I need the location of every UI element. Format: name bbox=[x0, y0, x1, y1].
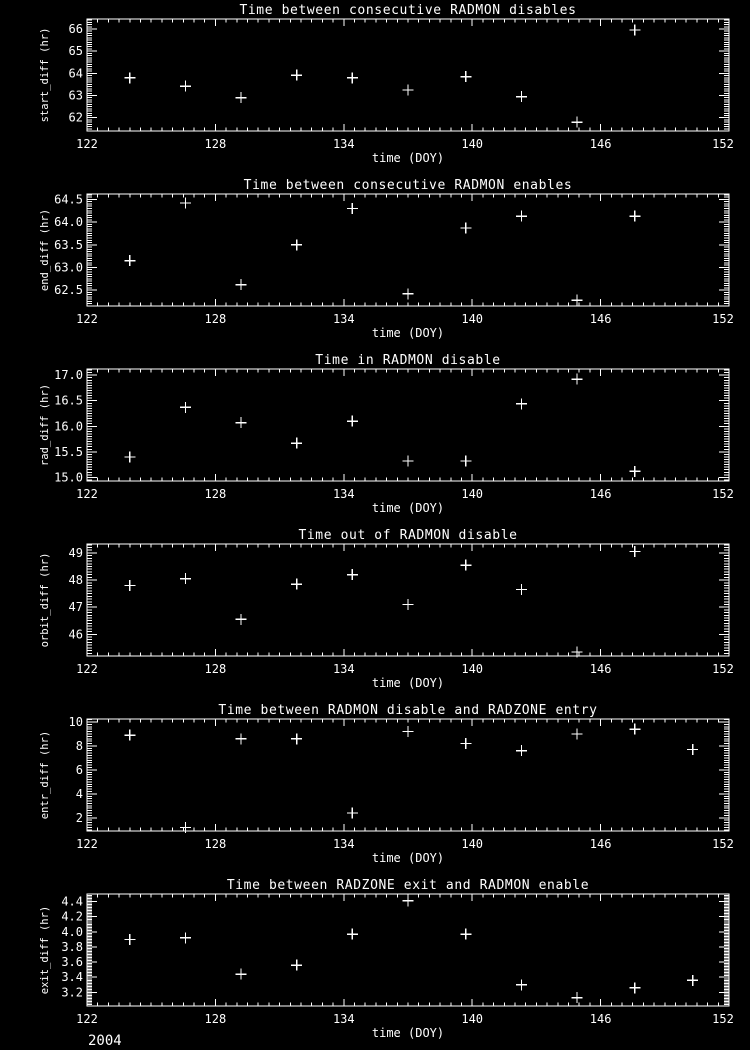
data-point-marker bbox=[572, 374, 583, 385]
data-point-marker bbox=[291, 239, 302, 250]
data-point-marker bbox=[236, 969, 247, 980]
data-point-marker bbox=[460, 738, 471, 749]
y-tick-label: 46 bbox=[68, 627, 83, 642]
data-point-marker bbox=[236, 279, 247, 290]
data-point-marker bbox=[403, 288, 414, 299]
data-point-marker bbox=[291, 960, 302, 971]
data-point-marker bbox=[460, 223, 471, 234]
y-tick-label: 47 bbox=[68, 600, 83, 615]
x-tick-label: 134 bbox=[332, 837, 355, 851]
x-tick-label: 146 bbox=[589, 312, 612, 326]
chart-title: Time between consecutive RADMON disables bbox=[239, 3, 577, 18]
x-tick-label: 152 bbox=[712, 487, 734, 501]
y-axis-label: entr_diff (hr) bbox=[39, 730, 51, 820]
data-point-marker bbox=[572, 728, 583, 739]
y-tick-label: 63 bbox=[68, 88, 83, 103]
y-tick-label: 66 bbox=[68, 21, 83, 36]
data-point-marker bbox=[124, 934, 135, 945]
y-tick-label: 8 bbox=[75, 738, 83, 753]
data-point-marker bbox=[236, 92, 247, 103]
y-tick-label: 63.0 bbox=[54, 260, 83, 275]
y-axis-label: end_diff (hr) bbox=[39, 208, 51, 292]
chart-title: Time in RADMON disable bbox=[315, 353, 501, 368]
data-point-marker bbox=[291, 733, 302, 744]
scatter-plot-rad-diff-hr bbox=[0, 350, 750, 525]
y-tick-label: 17.0 bbox=[54, 368, 83, 383]
data-point-marker bbox=[180, 573, 191, 584]
data-points bbox=[124, 895, 698, 1003]
x-tick-label: 122 bbox=[76, 837, 98, 851]
data-point-marker bbox=[403, 456, 414, 467]
y-tick-label: 16.5 bbox=[54, 393, 83, 408]
data-point-marker bbox=[124, 580, 135, 591]
x-axis-label: time (DOY) bbox=[371, 1026, 445, 1040]
data-point-marker bbox=[291, 579, 302, 590]
x-tick-label: 122 bbox=[76, 1012, 98, 1026]
x-tick-label: 134 bbox=[332, 1012, 355, 1026]
data-points bbox=[124, 25, 640, 128]
x-tick-label: 152 bbox=[712, 312, 734, 326]
y-tick-label: 4 bbox=[75, 786, 83, 801]
data-point-marker bbox=[347, 569, 358, 580]
data-points bbox=[124, 198, 640, 306]
y-tick-label: 48 bbox=[68, 573, 83, 588]
y-tick-label: 3.8 bbox=[61, 939, 83, 954]
x-tick-label: 122 bbox=[76, 137, 98, 151]
data-point-marker bbox=[236, 417, 247, 428]
y-axis-label: exit_diff (hr) bbox=[39, 905, 51, 995]
y-axis-label: start_diff (hr) bbox=[39, 27, 51, 123]
y-tick-label: 4.4 bbox=[61, 894, 83, 909]
y-tick-label: 15.5 bbox=[54, 444, 83, 459]
scatter-plot-end-diff-hr bbox=[0, 175, 750, 350]
year-label: 2004 bbox=[88, 1033, 122, 1049]
y-tick-label: 4.2 bbox=[61, 909, 83, 924]
x-tick-label: 152 bbox=[712, 837, 734, 851]
x-tick-label: 140 bbox=[461, 312, 484, 326]
data-point-marker bbox=[460, 560, 471, 571]
x-tick-label: 152 bbox=[712, 1012, 734, 1026]
data-point-marker bbox=[236, 614, 247, 625]
x-tick-label: 146 bbox=[589, 837, 612, 851]
data-point-marker bbox=[572, 992, 583, 1003]
y-tick-label: 2 bbox=[75, 810, 83, 825]
chart-title: Time between consecutive RADMON enables bbox=[243, 178, 573, 193]
y-tick-label: 49 bbox=[68, 545, 83, 560]
x-tick-label: 122 bbox=[76, 312, 98, 326]
y-tick-label: 3.4 bbox=[61, 970, 83, 985]
scatter-plot-entr-diff-hr bbox=[0, 700, 750, 875]
y-tick-label: 3.2 bbox=[61, 985, 83, 1000]
x-tick-label: 128 bbox=[204, 1012, 227, 1026]
data-point-marker bbox=[124, 451, 135, 462]
data-points bbox=[124, 374, 640, 477]
x-axis-label: time (DOY) bbox=[371, 151, 445, 165]
data-point-marker bbox=[629, 466, 640, 477]
data-point-marker bbox=[629, 211, 640, 222]
y-tick-label: 16.0 bbox=[54, 419, 83, 434]
data-point-marker bbox=[180, 198, 191, 209]
data-point-marker bbox=[629, 546, 640, 557]
x-tick-label: 146 bbox=[589, 487, 612, 501]
data-point-marker bbox=[629, 724, 640, 735]
data-point-marker bbox=[403, 726, 414, 737]
data-point-marker bbox=[180, 402, 191, 413]
y-tick-label: 10 bbox=[68, 714, 83, 729]
chart-title: Time out of RADMON disable bbox=[298, 528, 518, 543]
data-point-marker bbox=[180, 932, 191, 943]
x-tick-label: 140 bbox=[461, 662, 484, 676]
data-point-marker bbox=[572, 117, 583, 128]
x-tick-label: 146 bbox=[589, 662, 612, 676]
data-points bbox=[124, 724, 698, 833]
data-point-marker bbox=[516, 979, 527, 990]
y-tick-label: 62.5 bbox=[54, 283, 83, 298]
x-tick-label: 128 bbox=[204, 487, 227, 501]
y-tick-label: 6 bbox=[75, 762, 83, 777]
y-tick-label: 3.6 bbox=[61, 955, 83, 970]
data-point-marker bbox=[124, 255, 135, 266]
data-point-marker bbox=[460, 456, 471, 467]
data-point-marker bbox=[629, 25, 640, 36]
data-point-marker bbox=[291, 438, 302, 449]
x-tick-label: 134 bbox=[332, 312, 355, 326]
data-point-marker bbox=[516, 211, 527, 222]
x-tick-label: 152 bbox=[712, 662, 734, 676]
x-tick-label: 134 bbox=[332, 662, 355, 676]
data-point-marker bbox=[347, 416, 358, 427]
data-point-marker bbox=[572, 295, 583, 306]
scatter-plot-exit-diff-hr bbox=[0, 875, 750, 1050]
y-tick-label: 63.5 bbox=[54, 237, 83, 252]
x-tick-label: 128 bbox=[204, 662, 227, 676]
data-point-marker bbox=[516, 91, 527, 102]
y-axis-label: orbit_diff (hr) bbox=[39, 552, 51, 648]
data-points bbox=[124, 546, 640, 657]
y-tick-label: 65 bbox=[68, 44, 83, 59]
x-tick-label: 152 bbox=[712, 137, 734, 151]
data-point-marker bbox=[687, 744, 698, 755]
data-point-marker bbox=[403, 895, 414, 906]
y-tick-label: 15.0 bbox=[54, 470, 83, 485]
x-tick-label: 128 bbox=[204, 137, 227, 151]
data-point-marker bbox=[403, 84, 414, 95]
y-tick-label: 4.0 bbox=[61, 924, 83, 939]
data-point-marker bbox=[516, 584, 527, 595]
data-point-marker bbox=[180, 81, 191, 92]
x-axis-label: time (DOY) bbox=[371, 326, 445, 340]
x-tick-label: 140 bbox=[461, 137, 484, 151]
data-point-marker bbox=[629, 982, 640, 993]
data-point-marker bbox=[347, 72, 358, 83]
x-tick-label: 140 bbox=[461, 1012, 484, 1026]
x-tick-label: 134 bbox=[332, 137, 355, 151]
x-tick-label: 128 bbox=[204, 837, 227, 851]
data-point-marker bbox=[516, 398, 527, 409]
x-tick-label: 134 bbox=[332, 487, 355, 501]
y-axis-label: rad_diff (hr) bbox=[39, 383, 51, 467]
x-axis-label: time (DOY) bbox=[371, 501, 445, 515]
x-axis-label: time (DOY) bbox=[371, 676, 445, 690]
y-tick-label: 64.5 bbox=[54, 192, 83, 207]
data-point-marker bbox=[516, 745, 527, 756]
data-point-marker bbox=[291, 70, 302, 81]
data-point-marker bbox=[236, 733, 247, 744]
x-tick-label: 140 bbox=[461, 487, 484, 501]
scatter-plot-orbit-diff-hr bbox=[0, 525, 750, 700]
plot-frame bbox=[87, 894, 729, 1006]
chart-title: Time between RADZONE exit and RADMON enable bbox=[226, 878, 590, 893]
data-point-marker bbox=[124, 72, 135, 83]
x-tick-label: 146 bbox=[589, 1012, 612, 1026]
chart-title: Time between RADMON disable and RADZONE entry bbox=[218, 703, 598, 718]
x-tick-label: 140 bbox=[461, 837, 484, 851]
x-tick-label: 146 bbox=[589, 137, 612, 151]
data-point-marker bbox=[403, 599, 414, 610]
x-tick-label: 122 bbox=[76, 487, 98, 501]
x-tick-label: 122 bbox=[76, 662, 98, 676]
y-tick-label: 62 bbox=[68, 110, 83, 125]
data-point-marker bbox=[460, 929, 471, 940]
data-point-marker bbox=[347, 929, 358, 940]
y-tick-label: 64.0 bbox=[54, 215, 83, 230]
y-tick-label: 64 bbox=[68, 66, 83, 81]
plot-frame bbox=[87, 19, 729, 131]
data-point-marker bbox=[124, 730, 135, 741]
data-point-marker bbox=[347, 203, 358, 214]
scatter-plot-start-diff-hr bbox=[0, 0, 750, 175]
data-point-marker bbox=[347, 808, 358, 819]
data-point-marker bbox=[687, 975, 698, 986]
x-axis-label: time (DOY) bbox=[371, 851, 445, 865]
data-point-marker bbox=[460, 71, 471, 82]
x-tick-label: 128 bbox=[204, 312, 227, 326]
